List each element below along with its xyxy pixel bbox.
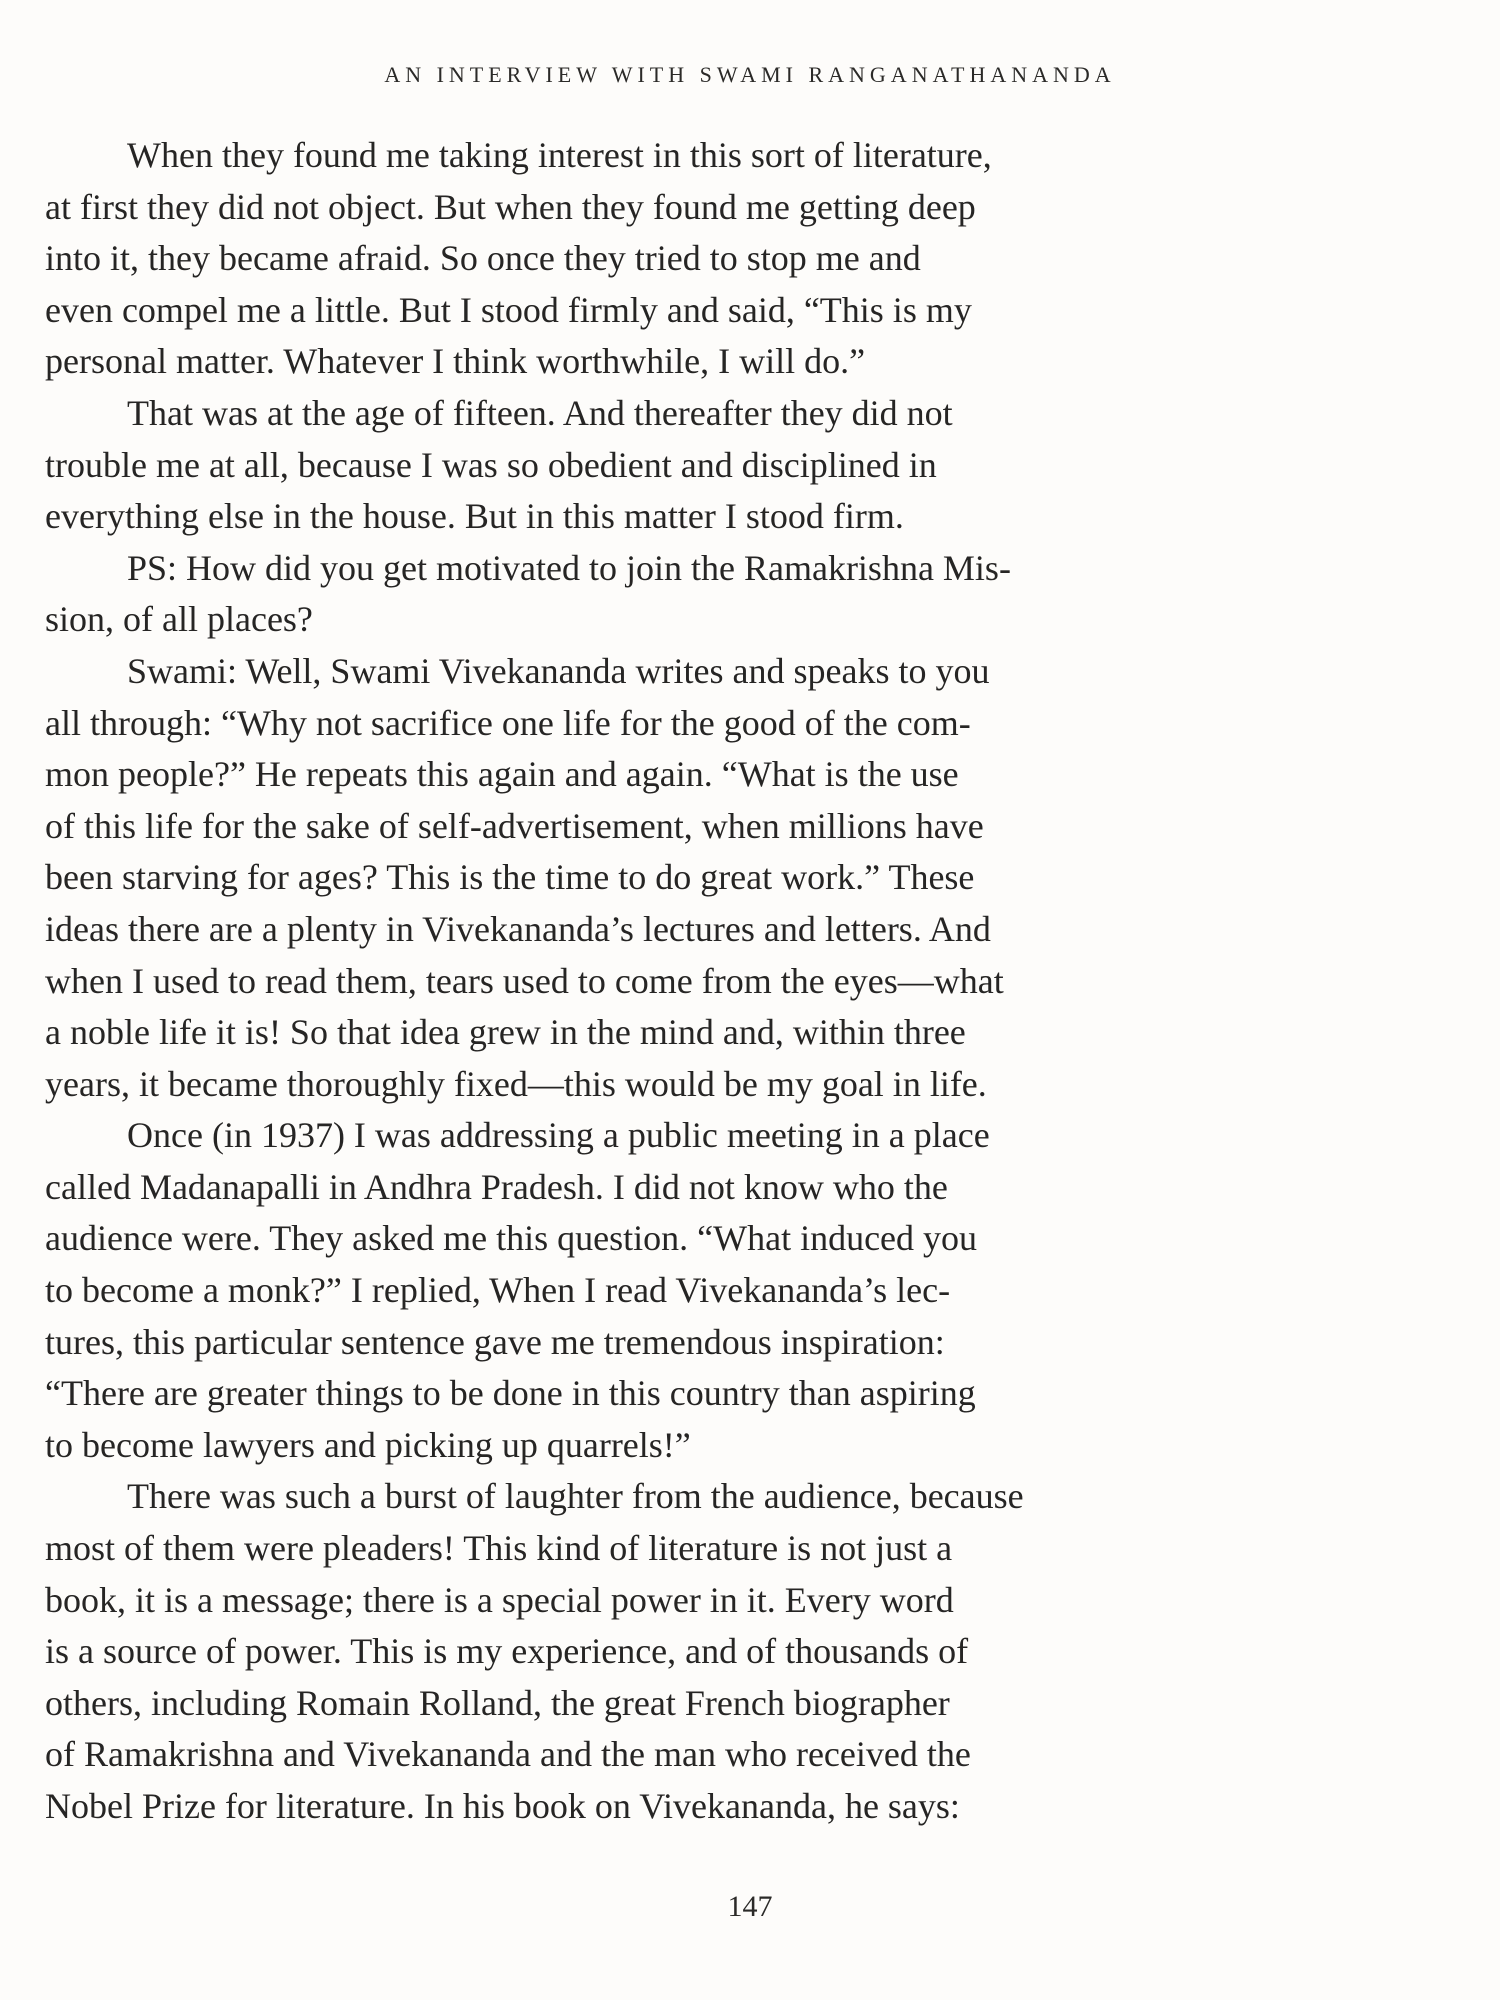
text-line: most of them were pleaders! This kind of literature is not just a bbox=[45, 1528, 953, 1569]
text-line: of Ramakrishna and Vivekananda and the man who received the bbox=[45, 1734, 971, 1775]
text-line: That was at the age of fifteen. And thereafter they did not bbox=[127, 392, 953, 433]
text-line: mon people?” He repeats this again and again. “What is the use bbox=[45, 754, 959, 795]
paragraph bbox=[45, 388, 1440, 543]
text-line: to become lawyers and picking up quarrels!” bbox=[45, 1424, 691, 1465]
text-line: everything else in the house. But in this matter I stood firm. bbox=[45, 496, 904, 537]
text-line: personal matter. Whatever I think worthwhile, I will do.” bbox=[45, 341, 866, 382]
paragraph bbox=[45, 1110, 1440, 1471]
text-line: Swami: Well, Swami Vivekananda writes and speaks to you bbox=[127, 650, 990, 691]
page-number: 147 bbox=[727, 1890, 773, 1923]
text-line: into it, they became afraid. So once they tried to stop me and bbox=[45, 238, 921, 279]
text-line: sion, of all places? bbox=[45, 599, 313, 640]
text-line: called Madanapalli in Andhra Pradesh. I did not know who the bbox=[45, 1166, 948, 1207]
text-line: even compel me a little. But I stood firmly and said, “This is my bbox=[45, 289, 972, 330]
text-line: “There are greater things to be done in this country than aspiring bbox=[45, 1373, 976, 1414]
paragraph bbox=[45, 130, 1440, 388]
text-line: been starving for ages? This is the time to do great work.” These bbox=[45, 857, 975, 898]
text-line: years, it became thoroughly fixed—this would be my goal in life. bbox=[45, 1063, 987, 1104]
paragraph bbox=[45, 1471, 1440, 1832]
text-line: others, including Romain Rolland, the great French biographer bbox=[45, 1682, 950, 1723]
text-line: Once (in 1937) I was addressing a public meeting in a place bbox=[127, 1115, 990, 1156]
text-line: to become a monk?” I replied, When I read Vivekananda’s lec- bbox=[45, 1270, 951, 1311]
text-line: When they found me taking interest in this sort of literature, bbox=[127, 135, 992, 175]
text-line: book, it is a message; there is a special power in it. Every word bbox=[45, 1579, 954, 1620]
text-line: at first they did not object. But when they found me getting deep bbox=[45, 186, 976, 227]
text-line: a noble life it is! So that idea grew in the mind and, within three bbox=[45, 1012, 966, 1053]
text-line: all through: “Why not sacrifice one life for the good of the com- bbox=[45, 702, 971, 743]
text-line: audience were. They asked me this question. “What induced you bbox=[45, 1218, 978, 1259]
text-line: trouble me at all, because I was so obedient and disciplined in bbox=[45, 444, 937, 485]
text-line: Nobel Prize for literature. In his book on Vivekananda, he says: bbox=[45, 1786, 960, 1826]
text-line: tures, this particular sentence gave me tremendous inspiration: bbox=[45, 1321, 945, 1362]
text-line: There was such a burst of laughter from the audience, because bbox=[127, 1476, 1024, 1517]
text-line: of this life for the sake of self-advertisement, when millions have bbox=[45, 805, 984, 846]
paragraph bbox=[45, 646, 1440, 1110]
text-line: ideas there are a plenty in Vivekananda’s lectures and letters. And bbox=[45, 908, 991, 949]
body-text bbox=[45, 130, 1440, 1833]
text-line: when I used to read them, tears used to come from the eyes—what bbox=[45, 960, 1004, 1001]
running-head: AN INTERVIEW WITH SWAMI RANGANATHANANDA bbox=[384, 62, 1116, 87]
paragraph bbox=[45, 543, 1440, 646]
text-line: PS: How did you get motivated to join the Ramakrishna Mis- bbox=[127, 547, 1011, 588]
text-line: is a source of power. This is my experience, and of thousands of bbox=[45, 1631, 969, 1672]
